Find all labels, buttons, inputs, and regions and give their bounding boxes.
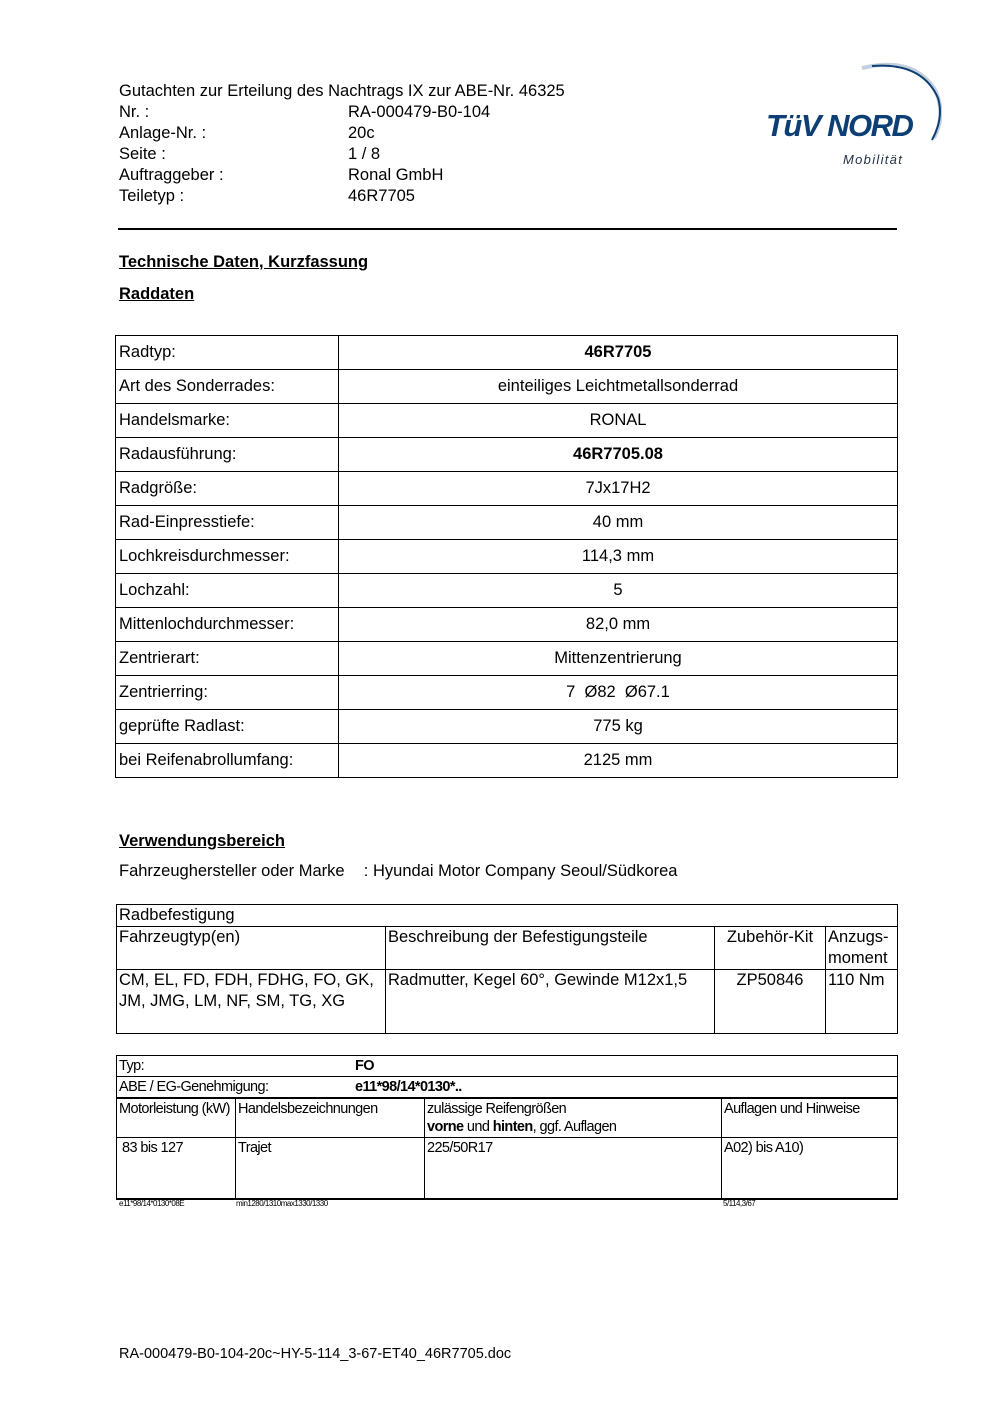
header-value: Ronal GmbH <box>348 166 444 184</box>
column-header <box>425 1098 722 1138</box>
befestigung-table <box>116 904 898 1034</box>
row-label: Lochzahl: <box>116 574 339 608</box>
row-label: Zentrierart: <box>116 642 339 676</box>
abe-value: e11*98/14*0130*.. <box>355 1079 462 1095</box>
row-value: 46R7705 <box>339 336 898 370</box>
table-row <box>116 472 898 506</box>
row-value: 2125 mm <box>339 744 898 778</box>
row-label: Radausführung: <box>116 438 339 472</box>
header-row <box>119 186 490 207</box>
row-label: Lochkreisdurchmesser: <box>116 540 339 574</box>
reifen-header-vorne: vorne <box>427 1119 464 1135</box>
table-header-row <box>117 927 898 970</box>
table-row <box>116 506 898 540</box>
abe-row <box>117 1077 898 1099</box>
header-fields <box>119 102 490 207</box>
reifen-cell: 225/50R17 <box>425 1138 722 1199</box>
footnote-dimensions: min1280/1310max1330/1330 <box>236 1199 328 1208</box>
hersteller-value: Hyundai Motor Company Seoul/Südkorea <box>372 862 678 880</box>
row-value: 7 Ø82 Ø67.1 <box>339 676 898 710</box>
torque-cell: 110 Nm <box>826 970 898 1034</box>
logo-subtitle: Mobilität <box>843 152 904 167</box>
row-label: Zentrierring: <box>116 676 339 710</box>
column-header: Fahrzeugtyp(en) <box>117 927 386 970</box>
header-label: Anlage-Nr. : <box>119 124 207 142</box>
raddaten-heading: Raddaten <box>119 285 195 303</box>
header-label: Teiletyp : <box>119 187 185 205</box>
typ-row <box>117 1056 898 1077</box>
footnote-boltpattern: 5/114,3/67 <box>723 1199 756 1208</box>
befestigung-title: Radbefestigung <box>117 905 898 927</box>
row-value: 46R7705.08 <box>339 438 898 472</box>
typ-value: FO <box>355 1058 374 1074</box>
header-row <box>119 165 490 186</box>
row-value: 82,0 mm <box>339 608 898 642</box>
description-cell: Radmutter, Kegel 60°, Gewinde M12x1,5 <box>386 970 715 1034</box>
row-value: 775 kg <box>339 710 898 744</box>
reifen-header-hinten: hinten <box>492 1119 533 1135</box>
row-label: Rad-Einpresstiefe: <box>116 506 339 540</box>
header-value: 20c <box>348 124 375 142</box>
motor-cell: 83 bis 127 <box>117 1138 236 1199</box>
raddaten-table <box>115 335 898 778</box>
table-row <box>116 744 898 778</box>
row-value: einteiliges Leichtmetallsonderrad <box>339 370 898 404</box>
table-row <box>117 905 898 927</box>
table-row <box>116 404 898 438</box>
table-row <box>116 676 898 710</box>
footnote-approval: e11*98/14*0130*08E <box>119 1199 185 1208</box>
table-row <box>116 574 898 608</box>
header-label: Auftraggeber : <box>119 166 224 184</box>
table-row <box>117 970 898 1034</box>
table-row <box>116 642 898 676</box>
row-value: 7Jx17H2 <box>339 472 898 506</box>
row-value: 114,3 mm <box>339 540 898 574</box>
reifen-header-rest: , ggf. Auflagen <box>532 1119 617 1135</box>
table-row <box>117 1056 898 1077</box>
row-value: 40 mm <box>339 506 898 540</box>
abe-label: ABE / EG-Genehmigung: <box>119 1079 269 1095</box>
table-row <box>116 438 898 472</box>
header-value: 46R7705 <box>348 187 415 205</box>
table-row <box>116 608 898 642</box>
row-label: Radgröße: <box>116 472 339 506</box>
table-row <box>116 710 898 744</box>
header-label: Seite : <box>119 145 166 163</box>
table-row <box>117 1077 898 1099</box>
verwendung-heading: Verwendungsbereich <box>119 832 285 850</box>
header-value: RA-000479-B0-104 <box>348 103 491 121</box>
kit-cell: ZP50846 <box>715 970 826 1034</box>
typ-table <box>116 1055 898 1200</box>
auflagen-cell: A02) bis A10) <box>722 1138 898 1199</box>
header-row <box>119 102 490 123</box>
section-title: Technische Daten, Kurzfassung <box>119 253 369 271</box>
table-header-row <box>117 1098 898 1138</box>
row-value: Mittenzentrierung <box>339 642 898 676</box>
row-label: Handelsmarke: <box>116 404 339 438</box>
handel-cell: Trajet <box>236 1138 425 1199</box>
row-label: bei Reifenabrollumfang: <box>116 744 339 778</box>
column-header: Handelsbezeichnungen <box>236 1098 425 1138</box>
tuv-nord-logo-text: TüV NORD <box>766 108 913 143</box>
column-header: Zubehör-Kit <box>715 927 826 970</box>
row-value: 5 <box>339 574 898 608</box>
row-label: Mittenlochdurchmesser: <box>116 608 339 642</box>
typ-label: Typ: <box>119 1058 144 1074</box>
reifen-header-und: und <box>463 1119 493 1135</box>
header-value: 1 / 8 <box>348 145 381 163</box>
header-label: Nr. : <box>119 103 150 121</box>
header-divider <box>118 228 897 230</box>
table-row <box>116 540 898 574</box>
row-label: Art des Sonderrades: <box>116 370 339 404</box>
vehicle-types-cell: CM, EL, FD, FDH, FDHG, FO, GK, JM, JMG, LM, NF, SM, TG, XG <box>117 970 386 1034</box>
header-row <box>119 144 490 165</box>
column-header: Auflagen und Hinweise <box>722 1098 898 1138</box>
hersteller-line <box>119 862 678 881</box>
table-row <box>117 1138 898 1199</box>
column-header: Motorleistung (kW) <box>117 1098 236 1138</box>
row-label: Radtyp: <box>116 336 339 370</box>
row-label: geprüfte Radlast: <box>116 710 339 744</box>
reifen-header-line1: zulässige Reifengrößen <box>427 1101 567 1117</box>
hersteller-label: Fahrzeughersteller oder Marke <box>119 862 345 880</box>
header-row <box>119 123 490 144</box>
table-row <box>116 336 898 370</box>
column-header: Anzugs- moment <box>826 927 898 970</box>
table-row <box>116 370 898 404</box>
footer-filename: RA-000479-B0-104-20c~HY-5-114_3-67-ET40_46R7705.doc <box>119 1346 512 1362</box>
column-header: Beschreibung der Befestigungsteile <box>386 927 715 970</box>
row-value: RONAL <box>339 404 898 438</box>
document-title: Gutachten zur Erteilung des Nachtrags IX zur ABE-Nr. 46325 <box>119 82 565 100</box>
hersteller-separator: : <box>363 862 369 880</box>
